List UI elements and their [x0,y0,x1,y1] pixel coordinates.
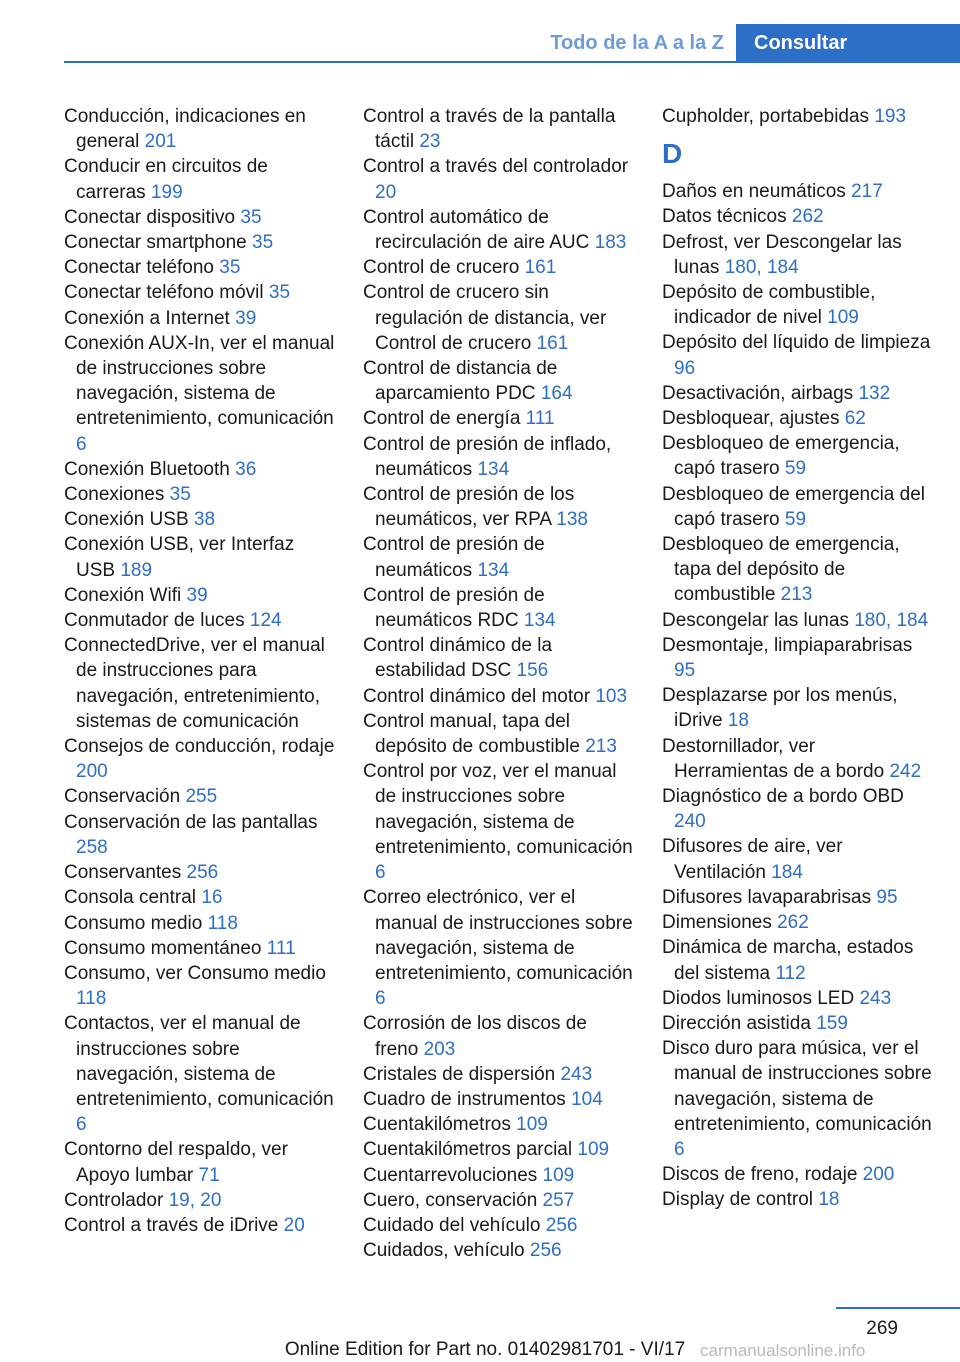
index-entry [662,532,934,608]
index-entry-pages[interactable]: 184 [771,861,803,883]
index-entry-pages[interactable]: 200 [76,761,108,783]
index-entry-term: Cuero, conservación [363,1189,538,1211]
index-entry-term: Consumo medio [64,912,203,934]
index-entry-term: Conexión USB, ver Interfaz USB [64,534,295,581]
index-entry-pages[interactable]: 111 [525,408,555,430]
index-entry [662,885,934,910]
index-entry-term: Conexiones [64,484,165,506]
index-entry [363,684,635,709]
index-entry-pages[interactable]: 112 [775,962,806,984]
index-entry [64,583,336,608]
index-entry-term: Contorno del respaldo, ver Apoyo lumbar [64,1139,288,1186]
index-entry-term: Control a través de la pantalla táctil [363,106,616,153]
index-entry-term: Desmontaje, limpiaparabrisas [662,634,913,656]
index-entry-term: Diagnóstico de a bordo OBD [662,786,904,808]
index-entry [363,1112,635,1137]
index-entry-pages[interactable]: 257 [542,1189,575,1211]
index-entry [64,608,336,633]
index-entry [662,633,934,683]
index-entry [64,633,336,734]
index-entry [363,1163,635,1188]
index-entry [662,910,934,935]
index-entry-pages[interactable]: 96 [674,357,696,379]
index-entry [662,1011,934,1036]
index-entry-pages[interactable]: 256 [545,1214,578,1236]
index-entry-pages[interactable]: 242 [889,760,922,782]
index-entry-pages[interactable]: 18 [727,710,749,732]
index-entry-term: Conectar smartphone [64,232,247,254]
index-entry [662,179,934,204]
index-entry [363,482,635,532]
index-entry-pages[interactable]: 183 [594,232,627,254]
index-entry-term: Desbloqueo de emergencia, tapa del depósito de combustible [662,534,900,606]
index-entry [662,1036,934,1162]
index-entry-pages[interactable]: 193 [874,106,907,127]
index-entry-term: Conexión Wifi [64,584,182,606]
index-entry-pages[interactable]: 104 [571,1088,603,1110]
index-entry-pages[interactable]: 35 [252,232,274,254]
index-entry [363,280,635,356]
index-entry [662,683,934,733]
index-entry [662,1187,934,1212]
index-entry-pages[interactable]: 59 [784,508,807,530]
index-entry [662,608,934,633]
index-entry-term: Cuentakilómetros parcial [363,1139,573,1161]
index-entry-term: Desplazarse por los menús, iDrive [662,685,898,732]
index-entry-pages[interactable]: 95 [674,660,696,682]
index-entry [363,1188,635,1213]
index-entry-term: Descongelar las lunas [662,609,849,631]
index-entry-pages[interactable]: 243 [560,1063,593,1085]
index-entry [64,961,336,1011]
index-entry-pages[interactable]: 213 [780,584,813,606]
running-header-chapter-tab: Consultar [736,24,960,62]
index-entry [64,205,336,230]
index-entry-pages[interactable]: 59 [784,458,807,480]
index-entry-pages[interactable]: 109 [827,307,859,329]
index-entry-pages[interactable]: 134 [477,559,510,581]
index-entry [662,381,934,406]
index-entry-pages[interactable]: 243 [859,987,892,1009]
index-entry-pages[interactable]: 262 [791,206,824,228]
index-entry [662,431,934,481]
watermark: carmanualsonline.info [700,1341,866,1360]
index-entry-pages[interactable]: 199 [150,181,183,203]
index-entry-pages[interactable]: 132 [858,382,891,404]
index-entry [64,280,336,305]
index-entry-pages[interactable]: 134 [523,610,556,632]
index-entry-term: Control de presión de los neumáticos, ver RPA [363,484,575,531]
index-entry [363,1087,635,1112]
index-entry-term: Controlador [64,1189,164,1211]
index-entry [64,1011,336,1137]
index-entry-term: Desactivación, airbags [662,382,854,404]
index-entry [363,1137,635,1162]
index-entry-pages[interactable]: 109 [577,1139,610,1161]
index-entry [64,1188,336,1213]
index-entry [64,784,336,809]
index-entry-pages[interactable]: 180, 184 [724,256,799,278]
index-entry-pages[interactable]: 161 [536,332,569,354]
index-entry [64,507,336,532]
index-entry-pages[interactable]: 39 [235,307,257,329]
header-rule [64,61,960,63]
index-entry [64,457,336,482]
index-entry [64,734,336,784]
index-entry-pages[interactable]: 258 [76,836,108,858]
index-entry-pages[interactable]: 35 [268,282,291,304]
index-entry-term: Cuadro de instrumentos [363,1088,566,1110]
index-entry-term: Control de distancia de aparcamiento PDC [363,358,558,405]
index-entry [363,709,635,759]
index-entry-pages[interactable]: 203 [423,1038,456,1060]
index-entry-pages[interactable]: 180, 184 [854,609,929,631]
running-header-section: Todo de la A a la Z [550,32,724,54]
index-entry [363,885,635,1011]
index-entry [64,230,336,255]
index-entry-term: Datos técnicos [662,206,787,228]
index-entry [662,935,934,985]
index-entry [363,1213,635,1238]
index-entry-term: Control a través del controlador [363,156,629,178]
index-entry-pages[interactable]: 256 [529,1240,562,1262]
index-entry [363,1238,635,1263]
index-entry [662,1162,934,1187]
index-entry-term: Disco duro para música, ver el manual de instrucciones sobre navegación, sistema de entretenimiento, comunicación [662,1038,932,1135]
letter-heading: D [662,138,683,170]
index-entry-pages[interactable]: 240 [674,811,706,833]
index-entry-term: Desbloqueo de emergencia del capó trasero [662,483,926,530]
index-entry-pages[interactable]: 6 [76,433,87,455]
index-entry [64,911,336,936]
index-entry [363,255,635,280]
index-entry [662,406,934,431]
index-entry-term: Cuidados, vehículo [363,1240,525,1262]
index-entry-term: Dirección asistida [662,1012,811,1034]
index-entry-pages[interactable]: 38 [193,509,216,531]
index-entry-term: Cuentakilómetros [363,1114,511,1136]
index-entry-term: Consumo momentáneo [64,937,262,959]
index-entry-term: Cuentarrevoluciones [363,1164,538,1186]
index-entry-term: Control de crucero sin regulación de distancia, ver Control de crucero [363,282,607,354]
index-entry [64,860,336,885]
index-entry-pages[interactable]: 19, 20 [168,1189,222,1211]
index-entry-term: Difusores lavaparabrisas [662,886,872,908]
index-entry-pages[interactable]: 200 [862,1164,895,1186]
index-entry-term: Conservación de las pantallas [64,811,318,833]
index-entry [662,734,934,784]
index-entry-pages[interactable]: 189 [120,559,153,581]
index-entry-term: Correo electrónico, ver el manual de instrucciones sobre navegación, sistema de entretenimiento, comunicación [363,887,633,984]
index-entry [64,1137,336,1187]
index-entry-pages[interactable]: 20 [375,181,397,203]
index-entry-term: Conectar dispositivo [64,206,236,228]
index-entry-pages[interactable]: 217 [851,181,883,203]
index-entry [363,205,635,255]
index-entry-term: Diodos luminosos LED [662,987,855,1009]
index-entry-term: Discos de freno, rodaje [662,1164,858,1186]
index-entry-term: Conmutador de luces [64,610,245,632]
index-entry [64,532,336,582]
index-entry-pages[interactable]: 62 [844,408,866,430]
index-entry-term: Control manual, tapa del depósito de combustible [363,710,580,758]
index-entry [662,834,934,884]
index-entry [64,306,336,331]
index-entry-term: Defrost, ver Descongelar las lunas [662,231,902,278]
index-entry-pages[interactable]: 164 [540,383,573,405]
index-entry [64,885,336,910]
index-entry-pages[interactable]: 262 [777,912,809,934]
index-entry [662,784,934,834]
index-entry [64,1213,336,1238]
index-entry-term: Control de presión de neumáticos RDC [363,584,545,632]
index-entry-term: Conservación [64,786,181,808]
page-number: 269 [866,1318,898,1339]
index-entry [64,331,336,457]
index-entry-pages[interactable]: 103 [595,685,628,707]
index-entry-term: Consejos de conducción, rodaje [64,736,335,758]
index-entry-term: Consumo, ver Consumo medio [64,962,326,984]
index-entry [363,583,635,633]
index-entry-pages[interactable]: 159 [816,1012,848,1034]
index-entry-pages[interactable]: 156 [516,660,549,682]
index-entry-pages[interactable]: 134 [477,458,510,480]
index-entry [363,1062,635,1087]
index-column-2 [363,104,635,1263]
index-entry-term: Control de energía [363,408,521,430]
index-entry-pages[interactable]: 109 [542,1164,575,1186]
index-entry-pages[interactable]: 161 [524,257,557,279]
index-entry-term: Conexión AUX-In, ver el manual de instrucciones sobre navegación, sistema de entretenimiento, comunicación [64,332,335,430]
index-entry-term: Conectar teléfono [64,257,214,279]
index-column-3 [662,104,934,1213]
index-entry-pages[interactable]: 36 [235,458,257,480]
index-entry-term: Control de crucero [363,257,520,279]
index-entry-term: Conducir en circuitos de carreras [64,156,268,203]
index-entry [363,759,635,885]
index-entry-term: Conservantes [64,862,182,884]
index-entry [662,330,934,380]
index-column-1 [64,104,336,1238]
footer-rule [836,1307,960,1309]
index-entry-term: Conducción, indicaciones en general [64,106,306,153]
index-entry-term: Dimensiones [662,912,772,934]
index-entry-term: Control dinámico del motor [363,685,591,707]
index-entry-term: Display de control [662,1189,814,1211]
index-entry-pages[interactable]: 111 [266,937,296,959]
index-entry-term: Control por voz, ver el manual de instrucciones sobre navegación, sistema de entretenimiento, comunicación [363,761,633,858]
index-entry-pages[interactable]: 6 [375,862,386,884]
index-entry [662,104,934,129]
index-entry-term: Conexión USB [64,509,189,531]
index-entry-pages[interactable]: 39 [186,584,208,606]
index-entry-pages[interactable]: 35 [169,484,191,506]
index-entry-pages[interactable]: 124 [249,610,282,632]
index-entry-pages[interactable]: 138 [556,509,588,531]
index-entry-term: Corrosión de los discos de freno [363,1013,587,1060]
index-entry-term: Daños en neumáticos [662,181,846,203]
index-entry-term: Control de presión de neumáticos [363,534,545,581]
index-entry [363,406,635,431]
index-entry-term: Contactos, ver el manual de instrucciones sobre navegación, sistema de entretenimiento, comunicación [64,1013,334,1110]
index-entry-term: Control de presión de inflado, neumáticos [363,433,612,480]
index-entry-term: Control dinámico de la estabilidad DSC [363,635,553,682]
index-entry [363,356,635,406]
index-entry-pages[interactable]: 95 [876,886,898,908]
index-entry-pages[interactable]: 118 [207,912,238,934]
index-entry-pages[interactable]: 6 [375,988,386,1010]
index-entry-pages[interactable]: 213 [585,736,617,758]
index-entry-term: Conexión a Internet [64,307,230,329]
index-entry-pages[interactable]: 6 [76,1114,87,1136]
index-entry-pages[interactable]: 255 [185,786,218,808]
index-entry-term: Depósito del líquido de limpieza [662,332,931,354]
index-entry-term: Difusores de aire, ver Ventilación [662,836,843,883]
index-entry-term: Desbloqueo de emergencia, capó trasero [662,433,900,480]
index-entry-term: ConnectedDrive, ver el manual de instrucciones para navegación, entretenimiento, sistemas de comunicación [64,635,325,732]
index-entry-pages[interactable]: 109 [516,1114,548,1136]
index-entry [64,104,336,154]
index-entry-term: Conectar teléfono móvil [64,282,264,304]
index-entry-term: Cristales de dispersión [363,1063,556,1085]
index-entry-term: Conexión Bluetooth [64,458,230,480]
index-entry [363,154,635,204]
index-entry [363,633,635,683]
index-entry-term: Desbloquear, ajustes [662,408,840,430]
index-entry-term: Cupholder, portabebidas [662,106,870,127]
index-entry [64,482,336,507]
index-entry [64,936,336,961]
index-entry-term: Dinámica de marcha, estados del sistema [662,937,914,984]
index-entry-term: Depósito de combustible, indicador de nivel [662,282,876,329]
index-entry-pages[interactable]: 23 [419,131,441,153]
index-entry-term: Control automático de recirculación de aire AUC [363,206,590,254]
index-entry [662,280,934,330]
index-entry-term: Cuidado del vehículo [363,1214,541,1236]
index-entry-term: Destornillador, ver Herramientas de a bordo [662,735,885,782]
index-entry-pages[interactable]: 6 [674,1138,685,1160]
index-entry [662,482,934,532]
index-entry [363,532,635,582]
index-entry-pages[interactable]: 20 [283,1214,305,1236]
index-entry-pages[interactable]: 18 [818,1189,840,1211]
index-entry-pages[interactable]: 118 [76,988,107,1010]
index-entry-pages[interactable]: 35 [219,257,241,279]
index-entry [662,204,934,229]
index-entry-term: Consola central [64,887,197,909]
index-entry [64,810,336,860]
index-entry [64,154,336,204]
index-entry-pages[interactable]: 256 [186,862,219,884]
footer-edition-note: Online Edition for Part no. 01402981701 - VI/17 [284,1339,686,1360]
index-entry-pages[interactable]: 71 [198,1164,220,1186]
index-entry-pages[interactable]: 201 [144,131,177,153]
index-entry-term: Control a través de iDrive [64,1214,279,1236]
index-entry [363,1011,635,1061]
index-entry [363,432,635,482]
index-entry [662,230,934,280]
index-entry-pages[interactable]: 35 [240,206,262,228]
index-entry [363,104,635,154]
index-entry [662,986,934,1011]
index-entry [64,255,336,280]
index-entry-pages[interactable]: 16 [201,887,223,909]
